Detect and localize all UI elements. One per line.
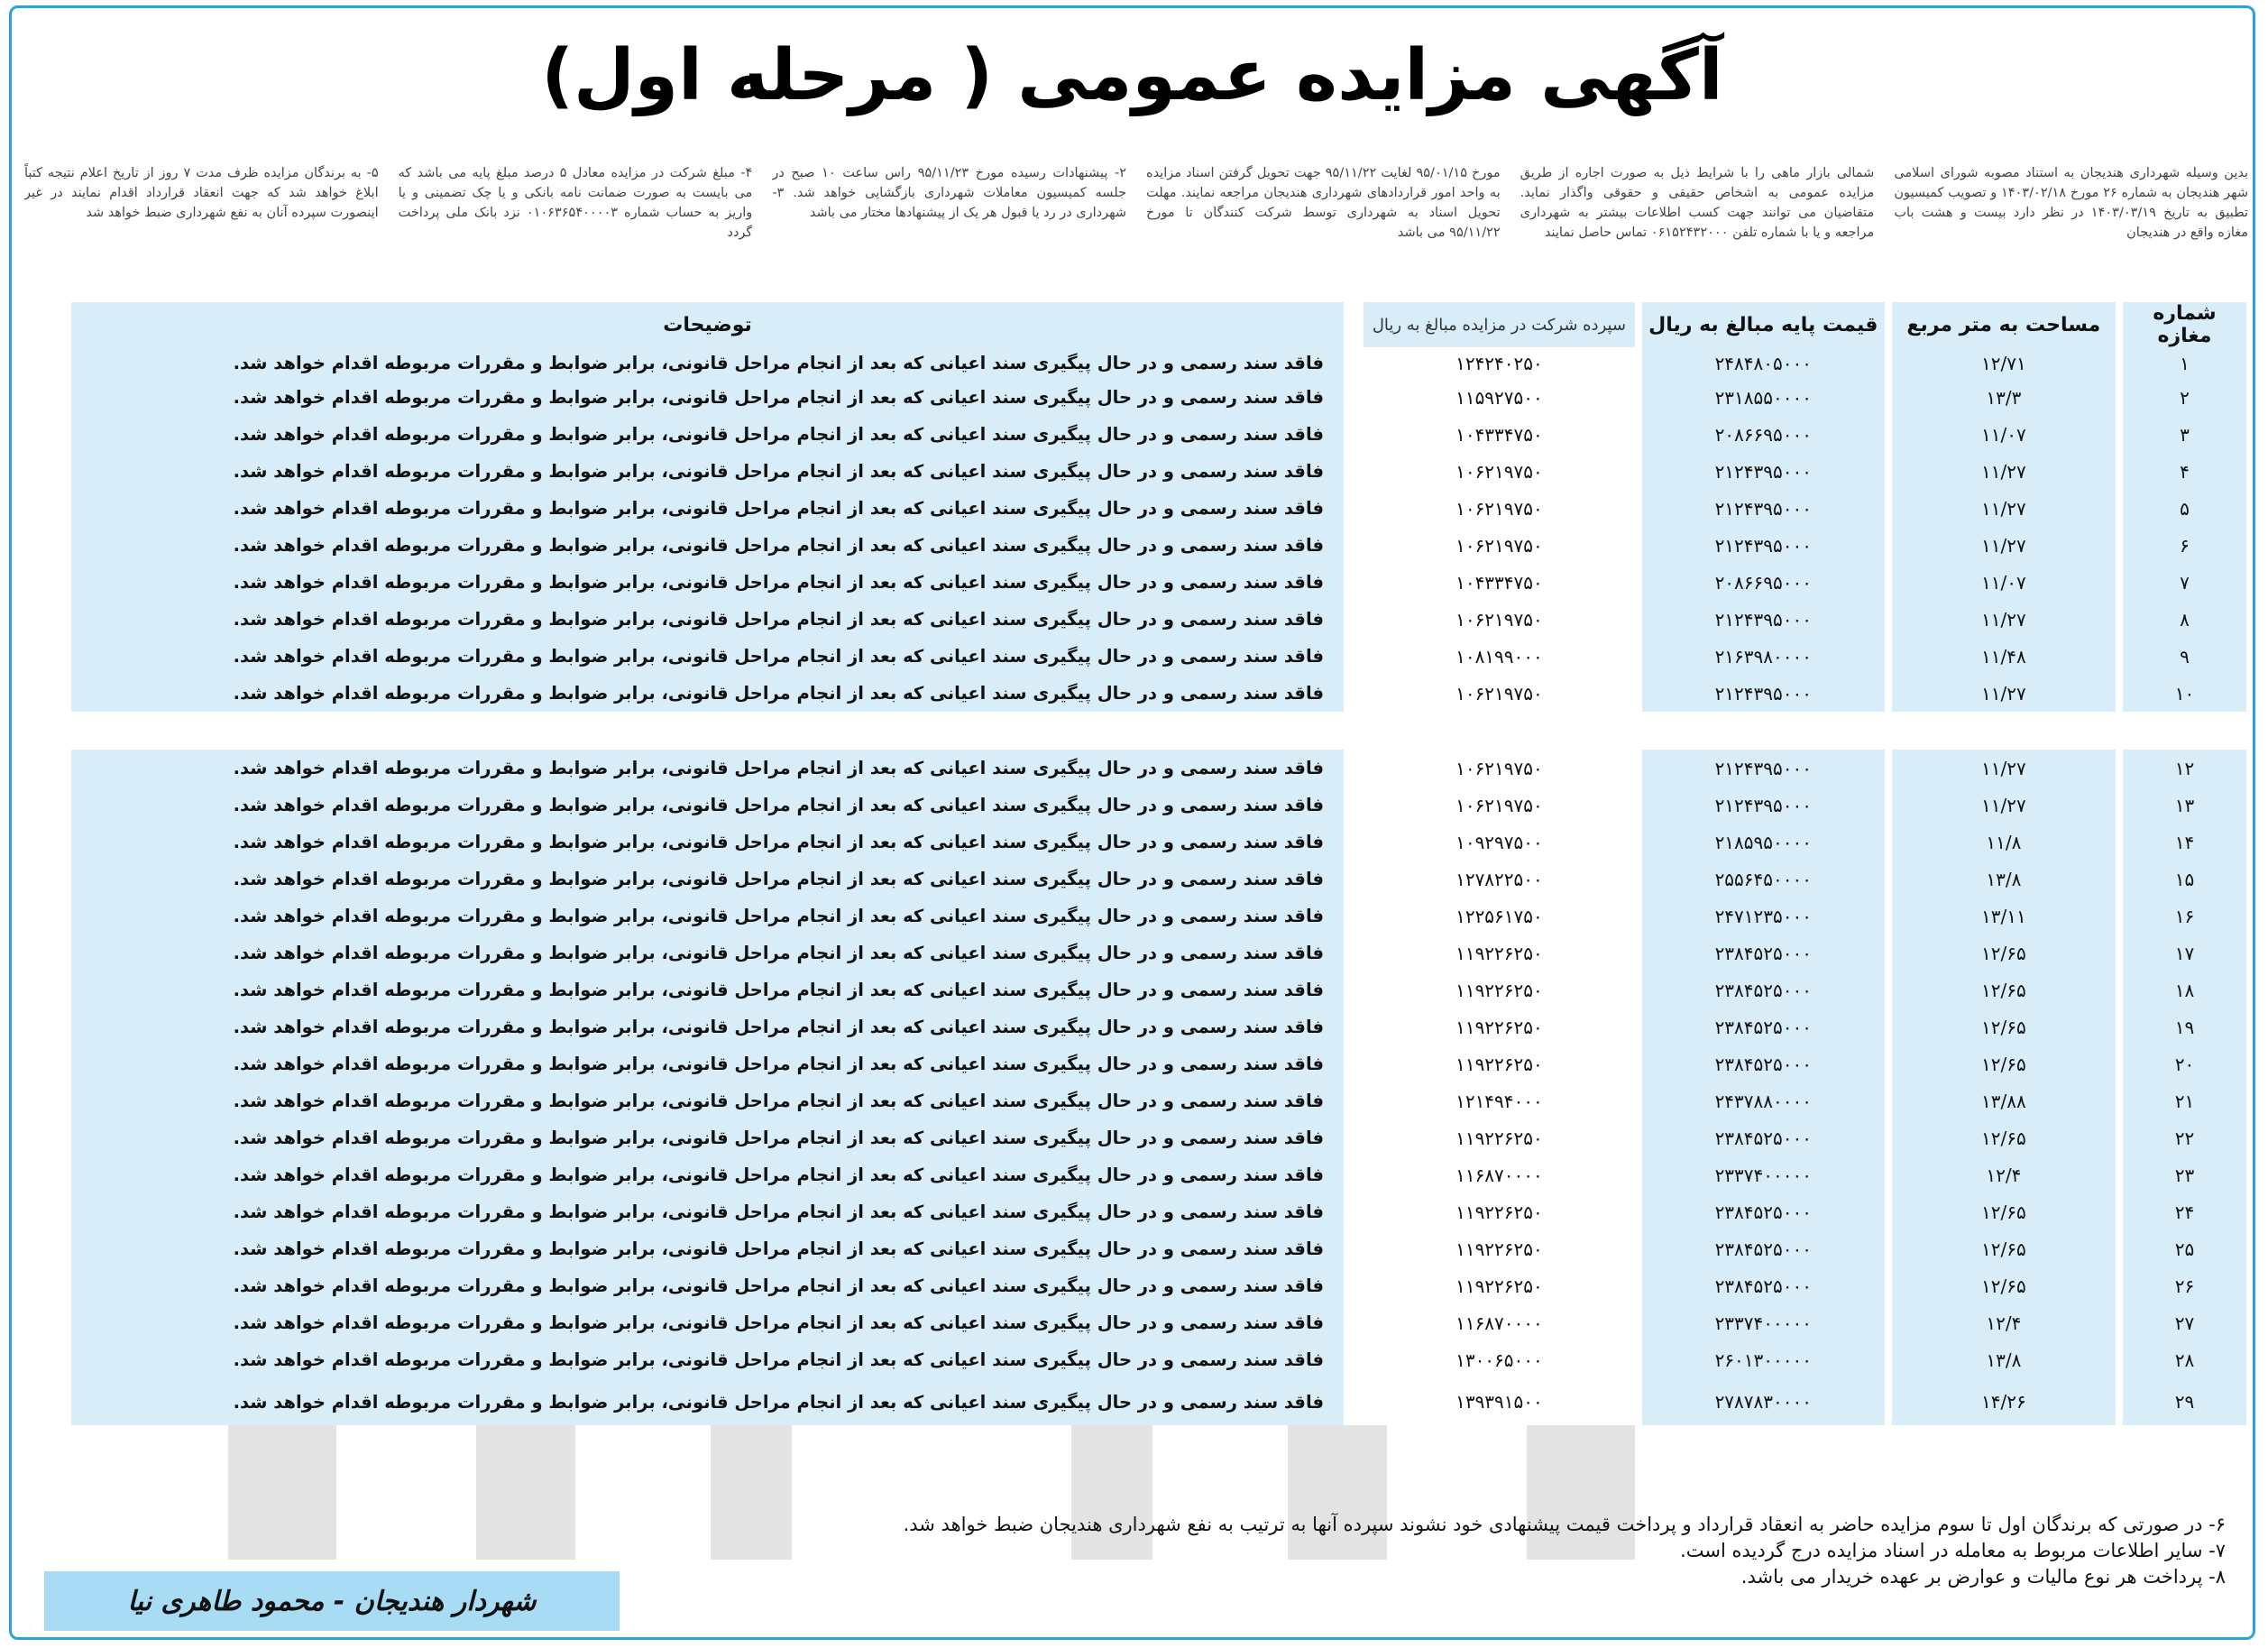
cell-base-price: ۲۰۸۶۶۹۵۰۰۰ [1635,564,1885,601]
cell-description: فاقد سند رسمی و در حال پیگیری سند اعیانی که بعد از انجام مراحل قانونی، برابر ضوابط و مقررات مربوطه اقدام خواهد شد. [71,787,1344,824]
cell-area: ۱۱/۲۷ [1885,675,2116,712]
cell-base-price: ۲۱۲۴۳۹۵۰۰۰ [1635,787,1885,824]
cell-deposit: ۱۲۲۵۶۱۷۵۰ [1344,898,1635,934]
cell-area: ۱۲/۶۵ [1885,1230,2116,1267]
note-item: ۷- سایر اطلاعات مربوط به معامله در اسناد مزایده درج گردیده است. [1680,1540,2226,1561]
cell-shop-number: ۱۴ [2116,824,2246,861]
table-row [71,416,2246,453]
cell-shop-number [2116,712,2246,750]
cell-shop-number: ۹ [2116,638,2246,675]
cell-shop-number: ۱۵ [2116,861,2246,898]
table-row [71,824,2246,861]
cell-area: ۱۱/۲۷ [1885,490,2116,527]
cell-shop-number: ۲۶ [2116,1267,2246,1304]
cell-shop-number: ۱۹ [2116,1008,2246,1045]
cell-shop-number: ۱۷ [2116,934,2246,971]
table-row [71,1193,2246,1230]
cell-area: ۱۱/۲۷ [1885,750,2116,787]
header-area: مساحت به متر مربع [1885,302,2116,347]
cell-deposit: ۱۲۴۲۴۰۲۵۰ [1344,347,1635,379]
cell-area: ۱۲/۶۵ [1885,934,2116,971]
cell-area: ۱۲/۶۵ [1885,1119,2116,1156]
cell-description: فاقد سند رسمی و در حال پیگیری سند اعیانی که بعد از انجام مراحل قانونی، برابر ضوابط و مقررات مربوطه اقدام خواهد شد. [71,1378,1344,1425]
cell-shop-number: ۱۰ [2116,675,2246,712]
cell-description: فاقد سند رسمی و در حال پیگیری سند اعیانی که بعد از انجام مراحل قانونی، برابر ضوابط و مقررات مربوطه اقدام خواهد شد. [71,861,1344,898]
cell-base-price: ۲۱۸۵۹۵۰۰۰۰ [1635,824,1885,861]
auction-table [71,302,2246,1425]
cell-base-price: ۲۳۸۴۵۲۵۰۰۰ [1635,1193,1885,1230]
cell-shop-number: ۲۴ [2116,1193,2246,1230]
cell-deposit [1344,712,1635,750]
cell-area: ۱۲/۶۵ [1885,1267,2116,1304]
cell-deposit: ۱۱۹۲۲۶۲۵۰ [1344,1008,1635,1045]
table-row [71,675,2246,712]
cell-description: فاقد سند رسمی و در حال پیگیری سند اعیانی که بعد از انجام مراحل قانونی، برابر ضوابط و مقررات مربوطه اقدام خواهد شد. [71,1230,1344,1267]
cell-deposit: ۱۲۱۴۹۴۰۰۰ [1344,1082,1635,1119]
cell-deposit: ۱۱۹۲۲۶۲۵۰ [1344,934,1635,971]
cell-shop-number: ۱۳ [2116,787,2246,824]
header-deposit: سپرده شرکت در مزایده مبالغ به ریال [1344,302,1635,347]
cell-area: ۱۳/۸ [1885,861,2116,898]
intro-column: بدین وسیله شهرداری هندیجان به استناد مصوبه شورای اسلامی شهر هندیجان به شماره ۲۶ مورخ ۱۴۰۳/۰۲/۱۸ و تصویب کمیسیون تطبیق به تاریخ ۱۴۰۳/۰۳/۱۹ در نظر دارد بیست و هشت باب مغازه واقع در هندیجان [1894,166,2248,240]
cell-area: ۱۱/۰۷ [1885,564,2116,601]
cell-shop-number: ۷ [2116,564,2246,601]
page-title: آگهی مزایده عمومی ( مرحله اول) [541,35,1723,116]
cell-description: فاقد سند رسمی و در حال پیگیری سند اعیانی که بعد از انجام مراحل قانونی، برابر ضوابط و مقررات مربوطه اقدام خواهد شد. [71,1267,1344,1304]
cell-base-price: ۲۰۸۶۶۹۵۰۰۰ [1635,416,1885,453]
cell-description: فاقد سند رسمی و در حال پیگیری سند اعیانی که بعد از انجام مراحل قانونی، برابر ضوابط و مقررات مربوطه اقدام خواهد شد. [71,379,1344,416]
cell-base-price: ۲۱۲۴۳۹۵۰۰۰ [1635,675,1885,712]
table-row [71,1082,2246,1119]
note-item: ۸- پرداخت هر نوع مالیات و عوارض بر عهده خریدار می باشد. [1740,1566,2226,1588]
signature-box [44,1571,620,1631]
cell-shop-number: ۲ [2116,379,2246,416]
cell-shop-number: ۲۳ [2116,1156,2246,1193]
cell-shop-number: ۲۹ [2116,1378,2246,1425]
cell-shop-number: ۸ [2116,601,2246,638]
cell-shop-number: ۲۱ [2116,1082,2246,1119]
cell-base-price: ۲۶۰۱۳۰۰۰۰۰ [1635,1341,1885,1378]
cell-deposit: ۱۳۰۰۶۵۰۰۰ [1344,1341,1635,1378]
cell-base-price: ۲۳۱۸۵۵۰۰۰۰ [1635,379,1885,416]
cell-base-price: ۲۷۸۷۸۳۰۰۰۰ [1635,1378,1885,1425]
cell-base-price: ۲۳۸۴۵۲۵۰۰۰ [1635,934,1885,971]
cell-area: ۱۱/۸ [1885,824,2116,861]
cell-base-price [1635,712,1885,750]
cell-deposit: ۱۱۹۲۲۶۲۵۰ [1344,971,1635,1008]
intro-column: ۲- پیشنهادات رسیده مورخ ۹۵/۱۱/۲۳ راس ساعت ۱۰ صبح در جلسه کمیسیون معاملات شهرداری بازگشایی خواهد شد. ۳- شهرداری در رد یا قبول هر یک از پیشنهادها مختار می باشد [772,166,1126,220]
cell-base-price: ۲۵۵۶۴۵۰۰۰۰ [1635,861,1885,898]
cell-base-price: ۲۳۸۴۵۲۵۰۰۰ [1635,1119,1885,1156]
cell-area: ۱۳/۸ [1885,1341,2116,1378]
cell-description: فاقد سند رسمی و در حال پیگیری سند اعیانی که بعد از انجام مراحل قانونی، برابر ضوابط و مقررات مربوطه اقدام خواهد شد. [71,824,1344,861]
cell-area: ۱۲/۶۵ [1885,1045,2116,1082]
cell-shop-number: ۳ [2116,416,2246,453]
cell-deposit: ۱۰۴۳۳۴۷۵۰ [1344,564,1635,601]
cell-description: فاقد سند رسمی و در حال پیگیری سند اعیانی که بعد از انجام مراحل قانونی، برابر ضوابط و مقررات مربوطه اقدام خواهد شد. [71,1193,1344,1230]
table-body [71,347,2246,1425]
table-row [71,898,2246,934]
cell-description: فاقد سند رسمی و در حال پیگیری سند اعیانی که بعد از انجام مراحل قانونی، برابر ضوابط و مقررات مربوطه اقدام خواهد شد. [71,971,1344,1008]
table-row [71,1230,2246,1267]
cell-area: ۱۱/۴۸ [1885,638,2116,675]
table-row [71,861,2246,898]
table-row [71,750,2246,787]
ad-frame [9,5,2255,1640]
cell-area: ۱۲/۶۵ [1885,971,2116,1008]
cell-base-price: ۲۴۷۱۲۳۵۰۰۰ [1635,898,1885,934]
cell-base-price: ۲۱۲۴۳۹۵۰۰۰ [1635,601,1885,638]
cell-description: فاقد سند رسمی و در حال پیگیری سند اعیانی که بعد از انجام مراحل قانونی، برابر ضوابط و مقررات مربوطه اقدام خواهد شد. [71,1008,1344,1045]
cell-area: ۱۱/۲۷ [1885,453,2116,490]
cell-base-price: ۲۳۸۴۵۲۵۰۰۰ [1635,971,1885,1008]
cell-description: فاقد سند رسمی و در حال پیگیری سند اعیانی که بعد از انجام مراحل قانونی، برابر ضوابط و مقررات مربوطه اقدام خواهد شد. [71,1045,1344,1082]
table-row [71,1156,2246,1193]
cell-description: فاقد سند رسمی و در حال پیگیری سند اعیانی که بعد از انجام مراحل قانونی، برابر ضوابط و مقررات مربوطه اقدام خواهد شد. [71,750,1344,787]
cell-area: ۱۳/۱۱ [1885,898,2116,934]
cell-base-price: ۲۴۸۴۸۰۵۰۰۰ [1635,347,1885,379]
cell-deposit: ۱۱۹۲۲۶۲۵۰ [1344,1267,1635,1304]
table-row [71,712,2246,750]
cell-description: فاقد سند رسمی و در حال پیگیری سند اعیانی که بعد از انجام مراحل قانونی، برابر ضوابط و مقررات مربوطه اقدام خواهد شد. [71,1304,1344,1341]
cell-base-price: ۲۳۸۴۵۲۵۰۰۰ [1635,1045,1885,1082]
cell-deposit: ۱۰۴۳۳۴۷۵۰ [1344,416,1635,453]
cell-area: ۱۲/۴ [1885,1156,2116,1193]
cell-deposit: ۱۰۶۲۱۹۷۵۰ [1344,453,1635,490]
table-row [71,1008,2246,1045]
cell-deposit: ۱۱۹۲۲۶۲۵۰ [1344,1230,1635,1267]
cell-area: ۱۲/۴ [1885,1304,2116,1341]
cell-deposit: ۱۰۶۲۱۹۷۵۰ [1344,675,1635,712]
cell-area: ۱۲/۶۵ [1885,1193,2116,1230]
cell-description: فاقد سند رسمی و در حال پیگیری سند اعیانی که بعد از انجام مراحل قانونی، برابر ضوابط و مقررات مربوطه اقدام خواهد شد. [71,347,1344,379]
cell-area [1885,712,2116,750]
cell-description: فاقد سند رسمی و در حال پیگیری سند اعیانی که بعد از انجام مراحل قانونی، برابر ضوابط و مقررات مربوطه اقدام خواهد شد. [71,416,1344,453]
cell-description: فاقد سند رسمی و در حال پیگیری سند اعیانی که بعد از انجام مراحل قانونی، برابر ضوابط و مقررات مربوطه اقدام خواهد شد. [71,675,1344,712]
cell-shop-number: ۱ [2116,347,2246,379]
cell-description: فاقد سند رسمی و در حال پیگیری سند اعیانی که بعد از انجام مراحل قانونی، برابر ضوابط و مقررات مربوطه اقدام خواهد شد. [71,1119,1344,1156]
cell-description: فاقد سند رسمی و در حال پیگیری سند اعیانی که بعد از انجام مراحل قانونی، برابر ضوابط و مقررات مربوطه اقدام خواهد شد. [71,1082,1344,1119]
header-shop-number: شماره مغازه [2116,302,2246,347]
cell-area: ۱۴/۲۶ [1885,1378,2116,1425]
cell-shop-number: ۱۸ [2116,971,2246,1008]
cell-deposit: ۱۰۶۲۱۹۷۵۰ [1344,787,1635,824]
cell-shop-number: ۲۲ [2116,1119,2246,1156]
cell-shop-number: ۱۶ [2116,898,2246,934]
cell-deposit: ۱۱۶۸۷۰۰۰۰ [1344,1304,1635,1341]
table-row [71,453,2246,490]
cell-shop-number: ۵ [2116,490,2246,527]
table-row [71,564,2246,601]
intro-column: شمالی بازار ماهی را با شرایط ذیل به صورت اجاره از طریق مزایده عمومی به اشخاص حقیقی و حقوقی واگذار نماید. متقاضیان می توانند جهت کسب اطلاعات بیشتر به شهرداری مراجعه و یا با شماره تلفن ۰۶۱۵۲۴۳۲۰۰۰ تماس حاصل نمایند [1520,166,1875,240]
cell-deposit: ۱۱۶۸۷۰۰۰۰ [1344,1156,1635,1193]
cell-deposit: ۱۱۹۲۲۶۲۵۰ [1344,1193,1635,1230]
table-row [71,934,2246,971]
table-row [71,1119,2246,1156]
cell-shop-number: ۲۸ [2116,1341,2246,1378]
table-row [71,971,2246,1008]
intro-column: ۴- مبلغ شرکت در مزایده معادل ۵ درصد مبلغ پایه می باشد که می بایست به صورت ضمانت نامه بانکی و یا چک تضمینی و یا واریز به حساب شماره ۰۱۰۶۳۶۵۴۰۰۰۰۳ نزد بانک ملی پرداخت گردد [398,166,753,240]
cell-base-price: ۲۱۲۴۳۹۵۰۰۰ [1635,750,1885,787]
cell-shop-number: ۶ [2116,527,2246,564]
table-row [71,347,2246,379]
cell-description: فاقد سند رسمی و در حال پیگیری سند اعیانی که بعد از انجام مراحل قانونی، برابر ضوابط و مقررات مربوطه اقدام خواهد شد. [71,527,1344,564]
cell-deposit: ۱۳۹۳۹۱۵۰۰ [1344,1378,1635,1425]
table-row [71,1045,2246,1082]
header-description: توضیحات [71,302,1344,347]
table-row [71,1341,2246,1378]
cell-deposit: ۱۱۵۹۲۷۵۰۰ [1344,379,1635,416]
cell-description: فاقد سند رسمی و در حال پیگیری سند اعیانی که بعد از انجام مراحل قانونی، برابر ضوابط و مقررات مربوطه اقدام خواهد شد. [71,490,1344,527]
cell-base-price: ۲۱۶۳۹۸۰۰۰۰ [1635,638,1885,675]
cell-area: ۱۲/۶۵ [1885,1008,2116,1045]
cell-area: ۱۱/۲۷ [1885,601,2116,638]
cell-shop-number: ۲۰ [2116,1045,2246,1082]
header-base-price: قیمت پایه مبالغ به ریال [1635,302,1885,347]
cell-deposit: ۱۱۹۲۲۶۲۵۰ [1344,1119,1635,1156]
cell-shop-number: ۲۷ [2116,1304,2246,1341]
cell-area: ۱۱/۲۷ [1885,787,2116,824]
cell-deposit: ۱۰۸۱۹۹۰۰۰ [1344,638,1635,675]
cell-base-price: ۲۳۸۴۵۲۵۰۰۰ [1635,1267,1885,1304]
note-item: ۶- در صورتی که برندگان اول تا سوم مزایده حاضر به انعقاد قرارداد و پرداخت قیمت پیشنهادی خود نشوند سپرده آنها به ترتیب به نفع شهرداری هندیجان ضبط خواهد شد. [903,1514,2226,1535]
notes [873,1512,2226,1590]
table-header-row [71,302,2246,347]
cell-description: فاقد سند رسمی و در حال پیگیری سند اعیانی که بعد از انجام مراحل قانونی، برابر ضوابط و مقررات مربوطه اقدام خواهد شد. [71,453,1344,490]
cell-base-price: ۲۳۳۷۴۰۰۰۰۰ [1635,1304,1885,1341]
table-row [71,1267,2246,1304]
table-row [71,490,2246,527]
cell-shop-number: ۱۲ [2116,750,2246,787]
cell-deposit: ۱۰۶۲۱۹۷۵۰ [1344,601,1635,638]
cell-description: فاقد سند رسمی و در حال پیگیری سند اعیانی که بعد از انجام مراحل قانونی، برابر ضوابط و مقررات مربوطه اقدام خواهد شد. [71,898,1344,934]
table-row [71,1378,2246,1425]
cell-description: فاقد سند رسمی و در حال پیگیری سند اعیانی که بعد از انجام مراحل قانونی، برابر ضوابط و مقررات مربوطه اقدام خواهد شد. [71,564,1344,601]
table-row [71,601,2246,638]
cell-area: ۱۱/۰۷ [1885,416,2116,453]
intro-column: مورخ ۹۵/۰۱/۱۵ لغایت ۹۵/۱۱/۲۲ جهت تحویل گرفتن اسناد مزایده به واحد امور قراردادهای شهرداری هندیجان مراجعه نمایند. مهلت تحویل اسناد به شهرداری توسط شرکت کنندگان تا مورخ ۹۵/۱۱/۲۲ می باشد [1145,166,1501,240]
cell-deposit: ۱۰۶۲۱۹۷۵۰ [1344,527,1635,564]
cell-area: ۱۱/۲۷ [1885,527,2116,564]
cell-base-price: ۲۳۸۴۵۲۵۰۰۰ [1635,1230,1885,1267]
cell-base-price: ۲۱۲۴۳۹۵۰۰۰ [1635,453,1885,490]
cell-area: ۱۳/۸۸ [1885,1082,2116,1119]
table-row [71,527,2246,564]
cell-area: ۱۳/۳ [1885,379,2116,416]
cell-description [71,712,1344,750]
table-row [71,787,2246,824]
cell-deposit: ۱۰۶۲۱۹۷۵۰ [1344,750,1635,787]
cell-base-price: ۲۴۳۷۸۸۰۰۰۰ [1635,1082,1885,1119]
cell-description: فاقد سند رسمی و در حال پیگیری سند اعیانی که بعد از انجام مراحل قانونی، برابر ضوابط و مقررات مربوطه اقدام خواهد شد. [71,638,1344,675]
cell-description: فاقد سند رسمی و در حال پیگیری سند اعیانی که بعد از انجام مراحل قانونی، برابر ضوابط و مقررات مربوطه اقدام خواهد شد. [71,1341,1344,1378]
cell-area: ۱۲/۷۱ [1885,347,2116,379]
cell-deposit: ۱۱۹۲۲۶۲۵۰ [1344,1045,1635,1082]
cell-base-price: ۲۱۲۴۳۹۵۰۰۰ [1635,490,1885,527]
cell-deposit: ۱۲۷۸۲۲۵۰۰ [1344,861,1635,898]
cell-base-price: ۲۱۲۴۳۹۵۰۰۰ [1635,527,1885,564]
table-row [71,379,2246,416]
table-row [71,638,2246,675]
cell-base-price: ۲۳۳۷۴۰۰۰۰۰ [1635,1156,1885,1193]
cell-base-price: ۲۳۸۴۵۲۵۰۰۰ [1635,1008,1885,1045]
cell-deposit: ۱۰۹۲۹۷۵۰۰ [1344,824,1635,861]
cell-description: فاقد سند رسمی و در حال پیگیری سند اعیانی که بعد از انجام مراحل قانونی، برابر ضوابط و مقررات مربوطه اقدام خواهد شد. [71,601,1344,638]
cell-shop-number: ۲۵ [2116,1230,2246,1267]
intro-column: ۵- به برندگان مزایده ظرف مدت ۷ روز از تاریخ اعلام نتیجه کتباً ابلاغ خواهد شد که جهت انعقاد قرارداد اقدام نمایند در غیر اینصورت سپرده آنان به نفع شهرداری ضبط خواهد شد [23,166,379,220]
cell-description: فاقد سند رسمی و در حال پیگیری سند اعیانی که بعد از انجام مراحل قانونی، برابر ضوابط و مقررات مربوطه اقدام خواهد شد. [71,1156,1344,1193]
table-row [71,1304,2246,1341]
signature-text: شهردار هندیجان - محمود طاهری نیا [127,1585,537,1617]
cell-deposit: ۱۰۶۲۱۹۷۵۰ [1344,490,1635,527]
cell-shop-number: ۴ [2116,453,2246,490]
cell-description: فاقد سند رسمی و در حال پیگیری سند اعیانی که بعد از انجام مراحل قانونی، برابر ضوابط و مقررات مربوطه اقدام خواهد شد. [71,934,1344,971]
intro-text [24,163,2248,281]
